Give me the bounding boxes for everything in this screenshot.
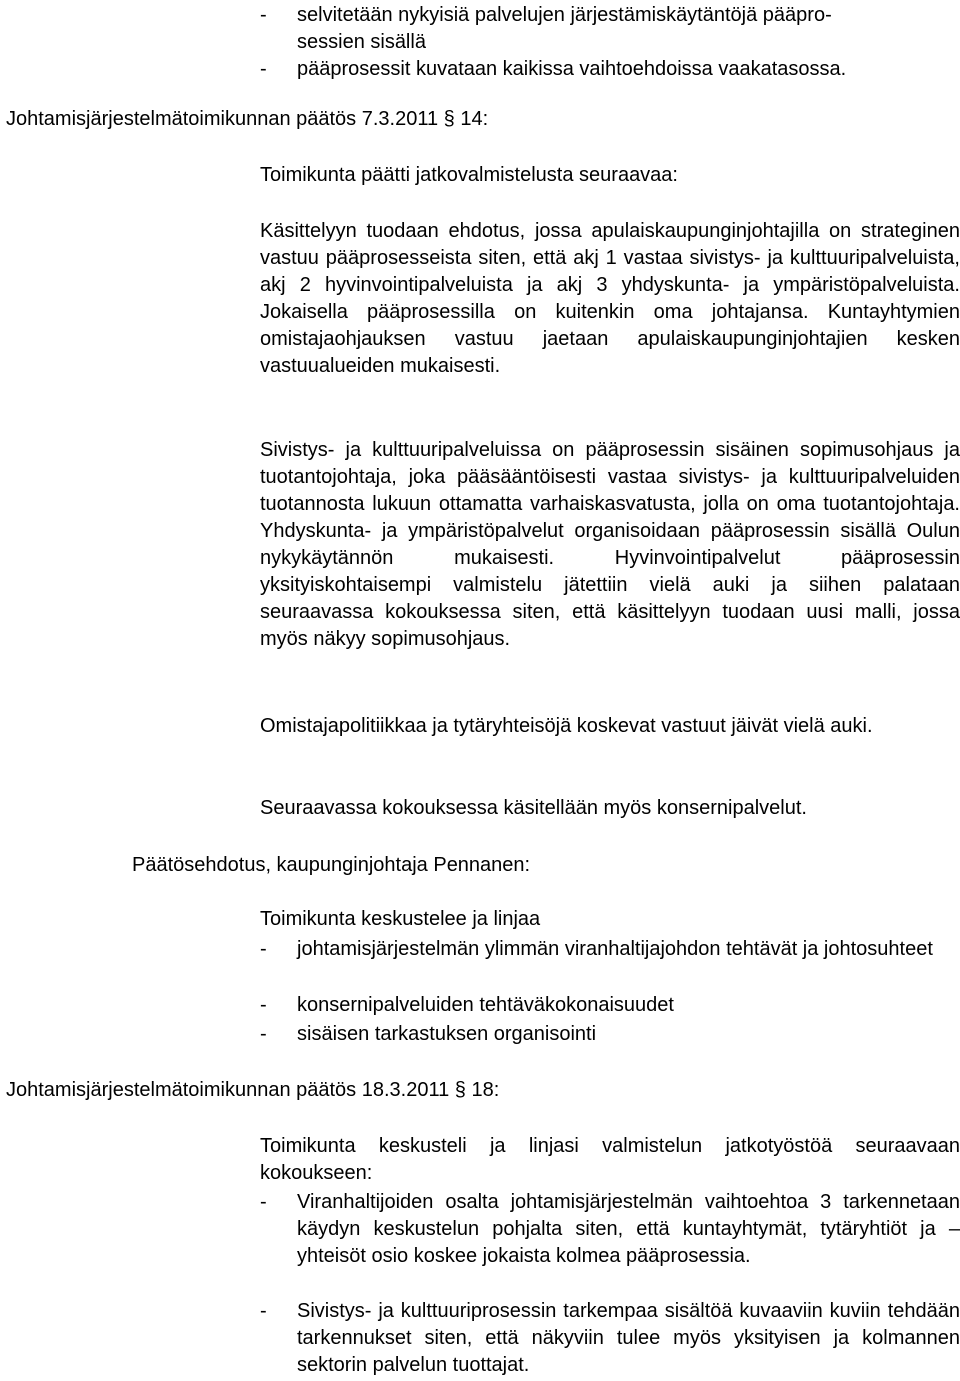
list-item: Viranhaltijoiden osalta johtamisjärjestelmän vaihtoehtoa 3 tarkennetaan käydyn keskustelun pohjalta siten, että kuntayhtymät, tytäryhtiöt ja –yhteisöt osio koskee jokaista kolmea pääprosessia.: [297, 1191, 960, 1267]
paragraph: Omistajapolitiikkaa ja tytäryhteisöjä koskevat vastuut jäivät vielä auki.: [260, 715, 873, 737]
section-heading: Johtamisjärjestelmätoimikunnan päätös 18.3.2011 § 18:: [6, 1079, 500, 1101]
list-item: pääprosessit kuvataan kaikissa vaihtoehdoissa vaakatasossa.: [297, 58, 847, 80]
list-dash: -: [260, 938, 267, 960]
list-item: selvitetään nykyisiä palvelujen järjestämiskäytäntöjä pääpro-: [297, 4, 832, 26]
list-dash: -: [260, 1300, 267, 1322]
section-heading: Päätösehdotus, kaupunginjohtaja Pennanen:: [132, 854, 531, 876]
paragraph: Seuraavassa kokouksessa käsitellään myös konsernipalvelut.: [260, 797, 807, 819]
paragraph-intro: Toimikunta keskustelee ja linjaa: [260, 908, 541, 930]
list-dash: -: [260, 1023, 267, 1045]
paragraph-intro: Toimikunta keskusteli ja linjasi valmistelun jatkotyöstöä seuraavaan kokoukseen:: [260, 1135, 960, 1184]
list-dash: -: [260, 994, 267, 1016]
list-dash: -: [260, 1191, 267, 1213]
section-heading: Johtamisjärjestelmätoimikunnan päätös 7.3.2011 § 14:: [6, 108, 489, 130]
list-item: Sivistys- ja kulttuuriprosessin tarkempaa sisältöä kuvaaviin kuviin tehdään tarkennukset siten, että näkyviin tulee myös yksityisen ja kolmannen sektorin palvelun tuottajat.: [297, 1300, 960, 1376]
list-item: johtamisjärjestelmän ylimmän viranhaltijajohdon tehtävät ja johtosuhteet: [297, 938, 933, 960]
paragraph: Käsittelyyn tuodaan ehdotus, jossa apulaiskaupunginjohtajilla on strateginen vastuu pääprosesseista siten, että akj 1 vastaa sivistys- ja kulttuuripalveluista, akj 2 hyvinvointipalveluista ja akj 3 yhdyskunta- ja ympäristöpalveluista. Jokaisella pääprosessilla on kuitenkin oma johtajansa. Kuntayhtymien omistajaohjauksen vastuu jaetaan apulaiskaupunginjohtajien kesken vastuualueiden mukaisesti.: [260, 220, 960, 377]
list-item: sisäisen tarkastuksen organisointi: [297, 1023, 597, 1045]
list-item-continuation: sessien sisällä: [297, 31, 426, 53]
list-item: konsernipalveluiden tehtäväkokonaisuudet: [297, 994, 674, 1016]
paragraph-intro: Toimikunta päätti jatkovalmistelusta seuraavaa:: [260, 164, 678, 186]
list-dash: -: [260, 58, 267, 80]
paragraph: Sivistys- ja kulttuuripalveluissa on pääprosessin sisäinen sopimusohjaus ja tuotantojohtaja, joka pääsääntöisesti vastaa sivistys- ja kulttuuripalveluiden tuotannosta lukuun ottamatta varhaiskasvatusta, jolla on oma tuotantojohtaja. Yhdyskunta- ja ympäristöpalvelut organisoidaan pääprosessin sisällä Oulun nykykäytännön mukaisesti. Hyvinvointipalvelut pääprosessin yksityiskohtaisempi valmistelu jätettiin vielä auki ja siihen palataan seuraavassa kokouksessa siten, että käsittelyyn tuodaan uusi malli, jossa myös näkyy sopimusohjaus.: [260, 439, 960, 650]
list-dash: -: [260, 4, 267, 26]
